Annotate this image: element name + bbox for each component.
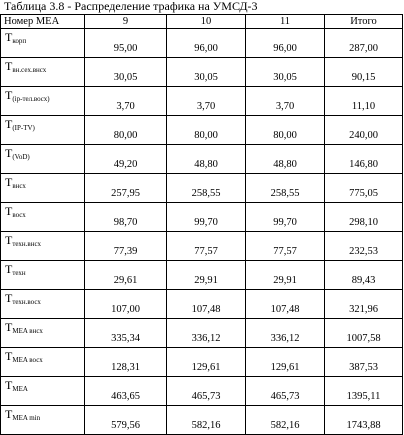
row-label-symbol: T	[5, 117, 13, 131]
table-cell: 99,70	[167, 203, 246, 232]
table-cell: 3,70	[167, 87, 246, 116]
row-label-subscript: MEA восх	[12, 356, 43, 364]
column-header-11: 11	[246, 15, 325, 29]
table-cell: 29,61	[85, 261, 167, 290]
table-row	[1, 58, 403, 87]
table-row	[1, 319, 403, 348]
table-cell: 465,73	[167, 377, 246, 406]
row-label-subscript: техн.внсх	[12, 240, 41, 248]
table-row	[1, 174, 403, 203]
table-cell: 257,95	[85, 174, 167, 203]
row-label-subscript: (IP-TV)	[12, 124, 35, 132]
row-label-symbol: T	[5, 407, 13, 421]
row-label-symbol: T	[5, 59, 13, 73]
table-cell: 90,15	[325, 58, 403, 87]
table-row	[1, 261, 403, 290]
row-label	[1, 58, 85, 87]
row-label	[1, 232, 85, 261]
row-label-symbol: T	[5, 88, 13, 102]
column-header-total: Итого	[325, 15, 403, 29]
row-label	[1, 377, 85, 406]
table-cell: 240,00	[325, 116, 403, 145]
column-header-9: 9	[85, 15, 167, 29]
table-cell: 80,00	[85, 116, 167, 145]
row-label-symbol: T	[5, 262, 13, 276]
row-label-symbol: T	[5, 146, 13, 160]
table-cell: 49,20	[85, 145, 167, 174]
table-cell: 80,00	[246, 116, 325, 145]
row-label	[1, 406, 85, 435]
table-row	[1, 116, 403, 145]
table-cell: 336,12	[167, 319, 246, 348]
table-cell: 80,00	[167, 116, 246, 145]
table-row	[1, 145, 403, 174]
table-cell: 1007,58	[325, 319, 403, 348]
table-cell: 30,05	[167, 58, 246, 87]
row-label-symbol: T	[5, 291, 13, 305]
row-label-subscript: MEA	[12, 385, 28, 393]
table-cell: 48,80	[246, 145, 325, 174]
table-row	[1, 406, 403, 435]
row-label-subscript: техн.восх	[12, 298, 41, 306]
table-header-row	[1, 15, 403, 29]
table-cell: 775,05	[325, 174, 403, 203]
row-label-subscript: (VoD)	[12, 153, 30, 161]
table-cell: 582,16	[246, 406, 325, 435]
row-label	[1, 116, 85, 145]
row-label	[1, 145, 85, 174]
table-cell: 89,43	[325, 261, 403, 290]
table-cell: 95,00	[85, 29, 167, 58]
table-cell: 336,12	[246, 319, 325, 348]
table-cell: 30,05	[85, 58, 167, 87]
row-label	[1, 29, 85, 58]
table-cell: 258,55	[167, 174, 246, 203]
row-label-subscript: корп	[12, 37, 27, 45]
table-cell: 1743,88	[325, 406, 403, 435]
table-cell: 465,73	[246, 377, 325, 406]
table-cell: 298,10	[325, 203, 403, 232]
table-cell: 1395,11	[325, 377, 403, 406]
table-row	[1, 87, 403, 116]
table-row	[1, 232, 403, 261]
table-cell: 129,61	[246, 348, 325, 377]
row-label-symbol: T	[5, 378, 13, 392]
row-label-subscript: техн	[12, 269, 26, 277]
table-cell: 129,61	[167, 348, 246, 377]
row-label-symbol: T	[5, 233, 13, 247]
table-cell: 96,00	[246, 29, 325, 58]
table-cell: 96,00	[167, 29, 246, 58]
table-cell: 579,56	[85, 406, 167, 435]
table-cell: 30,05	[246, 58, 325, 87]
table-cell: 77,57	[167, 232, 246, 261]
table-cell: 99,70	[246, 203, 325, 232]
table-cell: 3,70	[246, 87, 325, 116]
row-label-symbol: T	[5, 349, 13, 363]
traffic-table	[0, 14, 403, 435]
table-caption: Таблица 3.8 - Распределение трафика на УМСД-3	[4, 0, 258, 13]
table-cell: 463,65	[85, 377, 167, 406]
table-cell: 232,53	[325, 232, 403, 261]
table-cell: 128,31	[85, 348, 167, 377]
row-label	[1, 319, 85, 348]
table-cell: 29,91	[167, 261, 246, 290]
table-cell: 77,57	[246, 232, 325, 261]
table-cell: 29,91	[246, 261, 325, 290]
row-label	[1, 174, 85, 203]
table-cell: 98,70	[85, 203, 167, 232]
table-cell: 48,80	[167, 145, 246, 174]
table-row	[1, 29, 403, 58]
row-label-subscript: MEA min	[12, 414, 41, 422]
row-label-subscript: вн.сеx.внсх	[12, 66, 47, 74]
table-row	[1, 348, 403, 377]
table-cell: 3,70	[85, 87, 167, 116]
row-label-symbol: T	[5, 175, 13, 189]
table-cell: 146,80	[325, 145, 403, 174]
table-cell: 11,10	[325, 87, 403, 116]
column-header-10: 10	[167, 15, 246, 29]
table-cell: 582,16	[167, 406, 246, 435]
table-cell: 387,53	[325, 348, 403, 377]
table-cell: 287,00	[325, 29, 403, 58]
row-label	[1, 87, 85, 116]
row-label-subscript: (ip-тел.восх)	[12, 95, 50, 103]
row-label-subscript: внсх	[12, 182, 26, 190]
row-label	[1, 261, 85, 290]
column-header-mea-number: Номер МЕА	[1, 15, 85, 29]
row-label	[1, 203, 85, 232]
row-label	[1, 348, 85, 377]
row-label-symbol: T	[5, 30, 13, 44]
table-cell: 107,00	[85, 290, 167, 319]
table-cell: 107,48	[246, 290, 325, 319]
table-cell: 77,39	[85, 232, 167, 261]
table-row	[1, 377, 403, 406]
table-cell: 335,34	[85, 319, 167, 348]
table-cell: 321,96	[325, 290, 403, 319]
table-cell: 258,55	[246, 174, 325, 203]
row-label-symbol: T	[5, 320, 13, 334]
row-label	[1, 290, 85, 319]
row-label-subscript: восх	[12, 211, 26, 219]
table-row	[1, 203, 403, 232]
table-row	[1, 290, 403, 319]
table-cell: 107,48	[167, 290, 246, 319]
row-label-symbol: T	[5, 204, 13, 218]
row-label-subscript: MEA внсх	[12, 327, 43, 335]
